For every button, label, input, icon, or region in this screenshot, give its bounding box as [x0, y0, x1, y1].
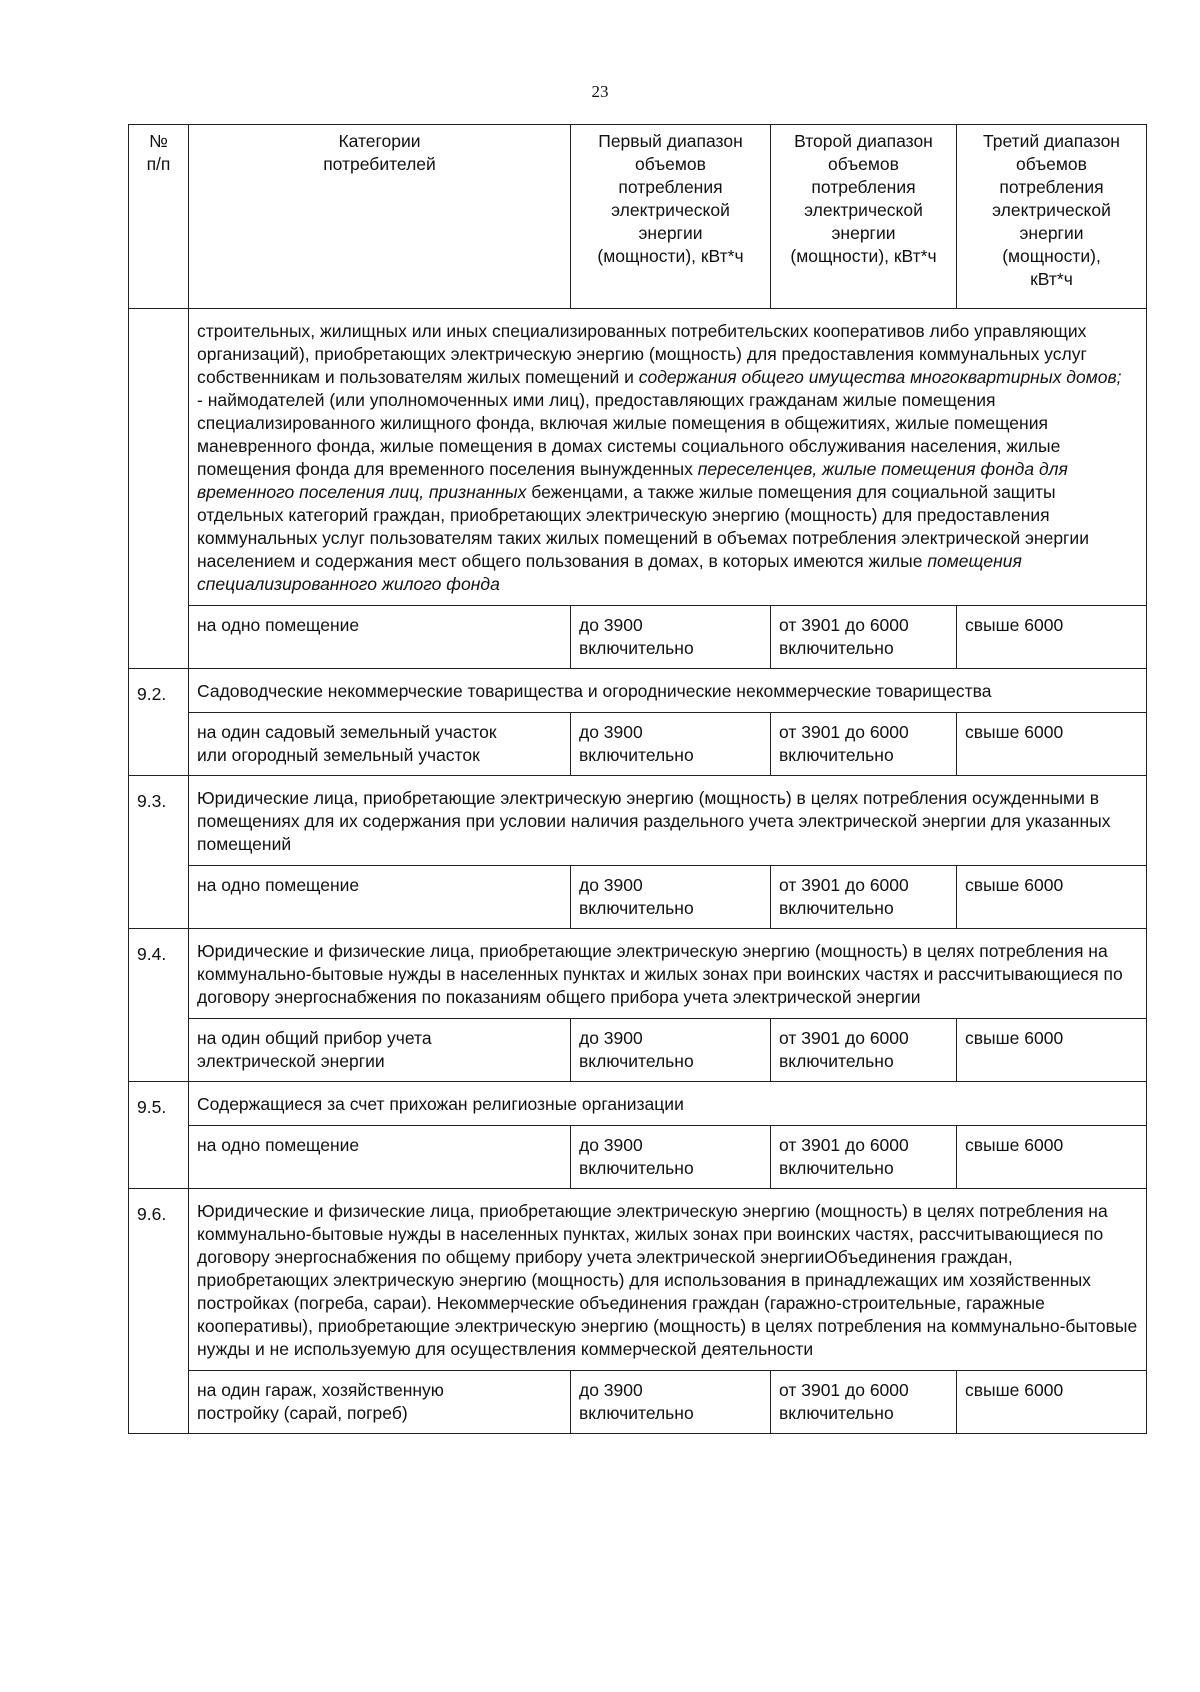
page-number: 23: [591, 82, 609, 101]
row-number: 9.4.: [129, 929, 189, 1082]
range3-cell: свыше 6000: [957, 1019, 1147, 1082]
section-range-row: [129, 713, 1147, 776]
desc-part2: - наймодателей (или уполномоченных ими лиц), предоставляющих гражданам жилые помещения специализированного жилищного фонда, включая жилые помещения в общежитиях, жилые помещения маневренного фонда, жилые помещения в домах системы социального обслуживания населения, жилые помещения фонда для временного поселения вынужденных: [197, 390, 1061, 479]
range-unit: на одно помещение: [189, 866, 571, 929]
range-unit: на один общий прибор учета электрической энергии: [189, 1019, 571, 1082]
range2-cell: от 3901 до 6000 включительно: [771, 606, 957, 669]
row-number: 9.2.: [129, 669, 189, 776]
desc-italic1: содержания общего имущества многоквартирных домов;: [638, 367, 1122, 387]
range-unit: на одно помещение: [189, 1126, 571, 1189]
range1-cell: до 3900 включительно: [571, 1019, 771, 1082]
row-description: Юридические лица, приобретающие электрическую энергию (мощность) в целях потребления осужденными в помещениях для их содержания при условии наличия раздельного учета электрической энергии для указанных помещений: [189, 776, 1147, 866]
tariff-table: [128, 124, 1147, 1434]
range-unit: на одно помещение: [189, 606, 571, 669]
section-desc-row: [129, 1082, 1147, 1126]
range-unit: на один гараж, хозяйственную постройку (сарай, погреб): [189, 1371, 571, 1434]
range1-cell: до 3900 включительно: [571, 713, 771, 776]
desc-italic3: помещения специализированного жилого фонда: [197, 551, 1022, 594]
row-number: 9.5.: [129, 1082, 189, 1189]
range1-cell: до 3900 включительно: [571, 1126, 771, 1189]
range1-cell: до 3900 включительно: [571, 606, 771, 669]
continuation-desc-row: [129, 309, 1147, 606]
section-desc-row: [129, 669, 1147, 713]
row-description: Содержащиеся за счет прихожан религиозные организации: [189, 1082, 1147, 1126]
header-range1: Первый диапазон объемов потребления электрической энергии (мощности), кВт*ч: [571, 125, 771, 309]
range3-cell: свыше 6000: [957, 713, 1147, 776]
header-range2: Второй диапазон объемов потребления электрической энергии (мощности), кВт*ч: [771, 125, 957, 309]
row-number: 9.3.: [129, 776, 189, 929]
range3-cell: свыше 6000: [957, 606, 1147, 669]
range1-cell: до 3900 включительно: [571, 866, 771, 929]
range2-cell: от 3901 до 6000 включительно: [771, 1019, 957, 1082]
section-range-row: [129, 1126, 1147, 1189]
header-row: [129, 125, 1147, 309]
continuation-description: [189, 309, 1147, 606]
range-unit: на один садовый земельный участок или огородный земельный участок: [189, 713, 571, 776]
section-range-row: [129, 1019, 1147, 1082]
header-range3: Третий диапазон объемов потребления электрической энергии (мощности), кВт*ч: [957, 125, 1147, 309]
header-num: № п/п: [129, 125, 189, 309]
section-desc-row: [129, 776, 1147, 866]
range2-cell: от 3901 до 6000 включительно: [771, 1371, 957, 1434]
row-description: Юридические и физические лица, приобретающие электрическую энергию (мощность) в целях потребления на коммунально-бытовые нужды в населенных пунктах, жилых зонах при воинских частях, рассчитывающиеся по договору энергоснабжения по общему прибору учета электрической энергииОбъединения граждан, приобретающих электрическую энергию (мощность) для использования в принадлежащих им хозяйственных постройках (погреба, сараи). Некоммерческие объединения граждан (гаражно-строительные, гаражные кооперативы), приобретающие электрическую энергию (мощность) в целях потребления на коммунально-бытовые нужды и не используемую для осуществления коммерческой деятельности: [189, 1189, 1147, 1371]
range2-cell: от 3901 до 6000 включительно: [771, 713, 957, 776]
desc-italic2: переселенцев, жилые помещения фонда для временного поселения лиц, признанных: [197, 459, 1068, 502]
section-range-row: [129, 866, 1147, 929]
range2-cell: от 3901 до 6000 включительно: [771, 1126, 957, 1189]
range2-cell: от 3901 до 6000 включительно: [771, 866, 957, 929]
row-number: 9.6.: [129, 1189, 189, 1434]
range3-cell: свыше 6000: [957, 1371, 1147, 1434]
header-category: Категории потребителей: [189, 125, 571, 309]
range1-cell: до 3900 включительно: [571, 1371, 771, 1434]
section-range-row: [129, 1371, 1147, 1434]
continuation-num: [129, 309, 189, 669]
continuation-range-row: [129, 606, 1147, 669]
desc-part3: беженцами, а также жилые помещения для социальной защиты отдельных категорий граждан, приобретающих электрическую энергию (мощность) для предоставления коммунальных услуг пользователям таких жилых помещений в объемах потребления электрической энергии населением и содержания мест общего пользования в домах, в которых имеются жилые: [197, 482, 1089, 571]
section-desc-row: [129, 1189, 1147, 1371]
desc-part1: строительных, жилищных или иных специализированных потребительских кооперативов либо управляющих организаций), приобретающих электрическую энергию (мощность) для предоставления коммунальных услуг собственникам и пользователям жилых помещений и: [197, 321, 1087, 387]
row-description: Юридические и физические лица, приобретающие электрическую энергию (мощность) в целях потребления на коммунально-бытовые нужды в населенных пунктах и жилых зонах при воинских частях и рассчитывающиеся по договору энергоснабжения по показаниям общего прибора учета электрической энергии: [189, 929, 1147, 1019]
range3-cell: свыше 6000: [957, 866, 1147, 929]
section-desc-row: [129, 929, 1147, 1019]
row-description: Садоводческие некоммерческие товарищества и огороднические некоммерческие товарищества: [189, 669, 1147, 713]
range3-cell: свыше 6000: [957, 1126, 1147, 1189]
